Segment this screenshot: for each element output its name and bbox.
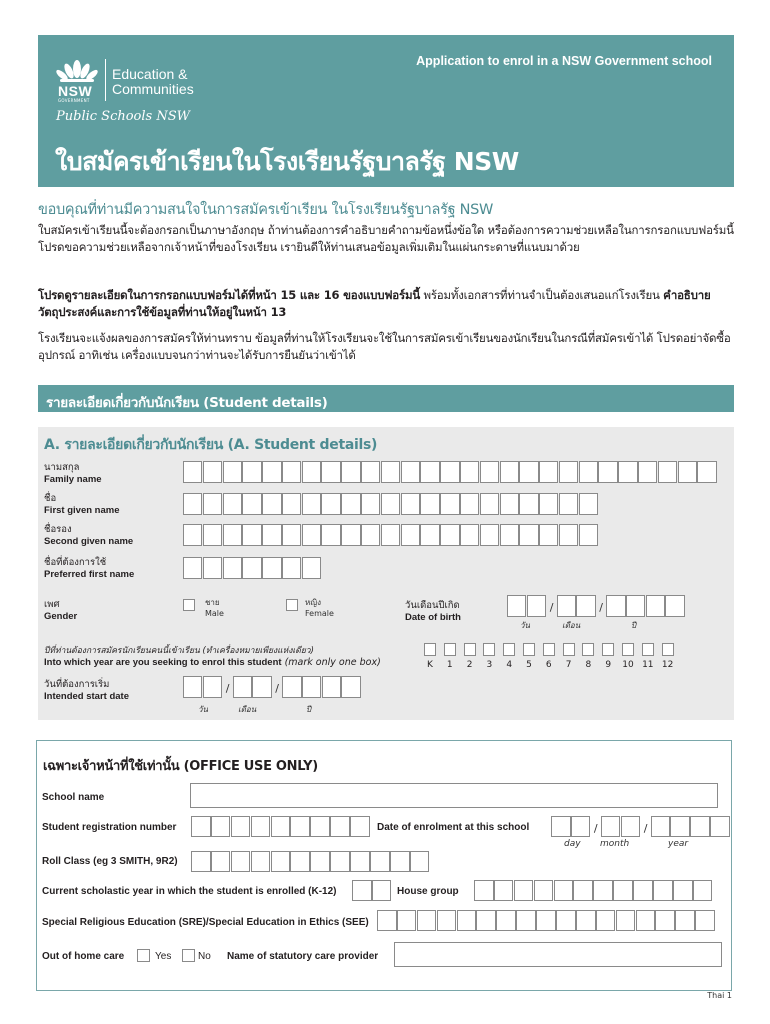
year-checkbox[interactable]	[602, 643, 614, 656]
gender-label-th: เพศ	[44, 599, 60, 610]
char-box[interactable]	[251, 851, 271, 872]
char-box[interactable]	[616, 910, 636, 931]
para2-bold-2: คำอธิบายวัตถุประสงค์และการใช้ข้อมูลที่ท่านให้อยู่ในหน้า 13	[38, 288, 711, 319]
char-box[interactable]	[534, 880, 554, 901]
year-checkbox[interactable]	[523, 643, 535, 656]
year-option-label: 3	[486, 660, 493, 670]
char-box[interactable]	[341, 493, 360, 515]
char-box[interactable]	[613, 880, 633, 901]
char-box[interactable]	[480, 493, 499, 515]
char-box[interactable]	[223, 461, 242, 483]
char-box[interactable]	[350, 851, 370, 872]
char-box[interactable]	[460, 493, 479, 515]
roll-class-input[interactable]	[191, 851, 430, 872]
house-group-label: House group	[397, 886, 459, 897]
char-box[interactable]	[203, 524, 222, 546]
char-box[interactable]	[262, 461, 281, 483]
school-name-input[interactable]	[190, 783, 718, 808]
year-checkbox[interactable]	[464, 643, 476, 656]
char-box[interactable]	[231, 816, 251, 837]
page-number: Thai 1	[707, 991, 732, 1000]
char-box[interactable]	[559, 493, 578, 515]
char-box[interactable]	[282, 493, 301, 515]
char-box[interactable]	[519, 461, 538, 483]
no-label: No	[198, 951, 211, 962]
waratah-icon	[56, 55, 98, 85]
char-box[interactable]	[341, 524, 360, 546]
char-box[interactable]	[330, 816, 350, 837]
intro-paragraph-2	[38, 287, 738, 321]
year-checkbox[interactable]	[622, 643, 634, 656]
char-box[interactable]	[262, 524, 281, 546]
char-box[interactable]	[460, 524, 479, 546]
para2-normal: พร้อมทั้งเอกสารที่ท่านจำเป็นต้องเสนอแก่โรงเรียน	[419, 288, 664, 302]
family-name-label	[44, 462, 102, 486]
year-checkbox[interactable]	[483, 643, 495, 656]
office-use-panel	[36, 740, 732, 991]
date-digit-box[interactable]	[527, 595, 546, 617]
char-box[interactable]	[401, 524, 420, 546]
preferred-name-label-th: ชื่อที่ต้องการใช้	[44, 557, 107, 568]
intro-heading: ขอบคุณที่ท่านมีความสนใจในการสมัครเข้าเรียน ในโรงเรียนรัฐบาลรัฐ NSW	[38, 202, 494, 218]
char-box[interactable]	[242, 557, 261, 579]
char-box[interactable]	[242, 493, 261, 515]
char-box[interactable]	[410, 851, 430, 872]
char-box[interactable]	[576, 910, 596, 931]
char-box[interactable]	[579, 493, 598, 515]
char-box[interactable]	[675, 910, 695, 931]
date-separator: /	[593, 822, 598, 835]
care-provider-label: Name of statutory care provider	[227, 951, 379, 962]
date-digit-box[interactable]	[665, 595, 684, 617]
date-digit-box[interactable]	[551, 816, 571, 837]
char-box[interactable]	[390, 851, 410, 872]
para2-bold-1: โปรดดูรายละเอียดในการกรอกแบบฟอร์มได้ที่หน้า 15 และ 16 ของแบบฟอร์มนี้	[38, 288, 420, 302]
second-name-label-en: Second given name	[44, 536, 134, 547]
date-digit-box[interactable]	[710, 816, 730, 837]
char-box[interactable]	[372, 880, 392, 901]
application-title: Application to enrol in a NSW Government school	[416, 54, 712, 68]
roll-class-label: Roll Class (eg 3 SMITH, 9R2)	[42, 856, 178, 867]
char-box[interactable]	[556, 910, 576, 931]
date-enrol-label: Date of enrolment at this school	[377, 822, 530, 833]
second-name-input[interactable]	[183, 524, 598, 546]
char-box[interactable]	[251, 816, 271, 837]
char-box[interactable]	[282, 461, 301, 483]
year-option-label: 8	[585, 660, 592, 670]
logo-org-line1: Education &	[112, 66, 188, 82]
date-digit-box[interactable]	[322, 676, 341, 698]
char-box[interactable]	[310, 816, 330, 837]
char-box[interactable]	[290, 851, 310, 872]
preferred-name-label	[44, 557, 134, 581]
logo-divider	[105, 59, 106, 101]
char-box[interactable]	[474, 880, 494, 901]
char-box[interactable]	[417, 910, 437, 931]
char-box[interactable]	[596, 910, 616, 931]
char-box[interactable]	[211, 816, 231, 837]
char-box[interactable]	[636, 910, 656, 931]
first-name-label-th: ชื่อ	[44, 493, 57, 504]
date-digit-box[interactable]	[601, 816, 621, 837]
char-box[interactable]	[262, 557, 281, 579]
year-option-label: 2	[466, 660, 473, 670]
header-banner	[38, 35, 734, 187]
char-box[interactable]	[203, 493, 222, 515]
date-separator: /	[549, 601, 554, 614]
family-name-input[interactable]	[183, 461, 717, 483]
char-box[interactable]	[183, 493, 202, 515]
char-box[interactable]	[377, 910, 397, 931]
date-separator: /	[275, 682, 279, 695]
char-box[interactable]	[191, 816, 211, 837]
office-use-title: เฉพาะเจ้าหน้าที่ใช้เท่านั้น (OFFICE USE ONLY)	[43, 759, 318, 774]
char-box[interactable]	[302, 557, 321, 579]
gender-female-label	[305, 597, 334, 619]
year-checkbox[interactable]	[424, 643, 436, 656]
date-digit-box[interactable]	[233, 676, 252, 698]
start-month-hint: เดือน	[238, 705, 257, 714]
year-option-label: 4	[506, 660, 513, 670]
char-box[interactable]	[697, 461, 716, 483]
date-digit-box[interactable]	[651, 816, 671, 837]
char-box[interactable]	[658, 461, 677, 483]
char-box[interactable]	[500, 461, 519, 483]
char-box[interactable]	[271, 851, 291, 872]
date-digit-box[interactable]	[203, 676, 222, 698]
date-digit-box[interactable]	[576, 595, 595, 617]
char-box[interactable]	[598, 461, 617, 483]
char-box[interactable]	[695, 910, 715, 931]
section-student-details: รายละเอียดเกี่ยวกับนักเรียน (Student details)	[38, 385, 734, 412]
char-box[interactable]	[401, 461, 420, 483]
panel-title: A. รายละเอียดเกี่ยวกับนักเรียน (A. Student details)	[44, 437, 378, 453]
date-digit-box[interactable]	[282, 676, 301, 698]
date-digit-box[interactable]	[606, 595, 625, 617]
char-box[interactable]	[211, 851, 231, 872]
char-box[interactable]	[638, 461, 657, 483]
first-name-label-en: First given name	[44, 505, 120, 516]
char-box[interactable]	[579, 461, 598, 483]
char-box[interactable]	[361, 524, 380, 546]
student-reg-input[interactable]	[191, 816, 370, 837]
second-name-label	[44, 524, 133, 548]
char-box[interactable]	[440, 524, 459, 546]
date-digit-box[interactable]	[183, 676, 202, 698]
date-digit-box[interactable]	[557, 595, 576, 617]
student-details-panel	[38, 427, 734, 720]
date-separator: /	[599, 601, 603, 614]
year-option-label: 6	[545, 660, 552, 670]
date-year-hint: year	[668, 839, 689, 849]
char-box[interactable]	[321, 461, 340, 483]
year-checkbox[interactable]	[662, 643, 674, 656]
char-box[interactable]	[191, 851, 211, 872]
page-title: ใบสมัครเข้าเรียนในโรงเรียนรัฐบาลรัฐ NSW	[55, 147, 519, 176]
year-option-label: 10	[622, 660, 634, 670]
gender-male-label	[205, 597, 224, 619]
char-box[interactable]	[437, 910, 457, 931]
char-box[interactable]	[223, 524, 242, 546]
school-name-label: School name	[42, 792, 105, 803]
male-th: ชาย	[205, 598, 220, 607]
char-box[interactable]	[678, 461, 697, 483]
date-enrol-input[interactable]	[551, 816, 730, 838]
house-group-input[interactable]	[474, 880, 713, 901]
char-box[interactable]	[302, 493, 321, 515]
char-box[interactable]	[480, 524, 499, 546]
char-box[interactable]	[302, 524, 321, 546]
student-reg-label: Student registration number	[42, 822, 177, 833]
year-checkbox[interactable]	[503, 643, 515, 656]
intro-paragraph-3: โรงเรียนจะแจ้งผลของการสมัครให้ท่านทราบ ข้อมูลที่ท่านให้โรงเรียนจะใช้ในการสมัครเข้าเรียนของนักเรียนในกรณีที่สมัครเข้าได้ โปรดอย่าจัดซื้ออุปกรณ์ อาทิเช่น เครื่องแบบจนกว่าท่านจะได้รับการยืนยันว่าเข้าได้	[38, 331, 731, 362]
enrol-year-note: (mark only one box)	[284, 657, 381, 668]
start-date-input[interactable]	[183, 676, 361, 698]
logo-government-text: GOVERNMENT	[58, 98, 90, 103]
out-of-home-no-checkbox[interactable]	[182, 949, 195, 962]
year-checkbox[interactable]	[642, 643, 654, 656]
char-box[interactable]	[381, 493, 400, 515]
gender-label	[44, 599, 77, 623]
year-checkbox[interactable]	[582, 643, 594, 656]
date-digit-box[interactable]	[571, 816, 591, 837]
char-box[interactable]	[519, 524, 538, 546]
start-year-hint: ปี	[306, 705, 312, 714]
char-box[interactable]	[500, 493, 519, 515]
char-box[interactable]	[242, 461, 261, 483]
dob-label	[405, 600, 461, 624]
year-checkbox[interactable]	[543, 643, 555, 656]
logo-nsw-text: NSW	[58, 83, 93, 99]
female-en: Female	[305, 609, 334, 618]
date-month-hint: month	[600, 839, 630, 849]
year-checkbox[interactable]	[563, 643, 575, 656]
char-box[interactable]	[282, 557, 301, 579]
enrol-year-label	[44, 645, 381, 669]
year-option-label: 5	[526, 660, 532, 670]
logo-org-line2: Communities	[112, 81, 194, 97]
date-day-hint: day	[564, 839, 581, 849]
scholastic-year-input[interactable]	[352, 880, 392, 901]
char-box[interactable]	[460, 461, 479, 483]
family-name-label-en: Family name	[44, 474, 102, 485]
char-box[interactable]	[554, 880, 574, 901]
char-box[interactable]	[397, 910, 417, 931]
char-box[interactable]	[457, 910, 477, 931]
char-box[interactable]	[361, 461, 380, 483]
char-box[interactable]	[494, 880, 514, 901]
start-day-hint: วัน	[198, 705, 208, 714]
date-digit-box[interactable]	[507, 595, 526, 617]
char-box[interactable]	[203, 461, 222, 483]
date-digit-box[interactable]	[341, 676, 360, 698]
char-box[interactable]	[381, 461, 400, 483]
dob-year-hint: ปี	[631, 621, 637, 630]
char-box[interactable]	[440, 461, 459, 483]
dob-day-hint: วัน	[520, 621, 530, 630]
date-separator: /	[643, 822, 648, 835]
char-box[interactable]	[500, 524, 519, 546]
char-box[interactable]	[514, 880, 534, 901]
gender-label-en: Gender	[44, 611, 78, 622]
char-box[interactable]	[519, 493, 538, 515]
family-name-label-th: นามสกุล	[44, 462, 80, 473]
sre-label: Special Religious Education (SRE)/Special Education in Ethics (SEE)	[42, 917, 369, 928]
char-box[interactable]	[242, 524, 261, 546]
first-name-input[interactable]	[183, 493, 598, 515]
scholastic-year-label: Current scholastic year in which the student is enrolled (K-12)	[42, 886, 337, 897]
char-box[interactable]	[262, 493, 281, 515]
year-option-label: 1	[446, 660, 453, 670]
start-date-label	[44, 679, 129, 703]
logo-org-name	[112, 67, 194, 97]
char-box[interactable]	[302, 461, 321, 483]
dob-input[interactable]	[507, 595, 685, 617]
date-separator: /	[225, 682, 230, 695]
char-box[interactable]	[618, 461, 637, 483]
char-box[interactable]	[593, 880, 613, 901]
nsw-education-logo	[56, 55, 216, 105]
year-option-label: 9	[605, 660, 612, 670]
year-option-label: 7	[565, 660, 572, 670]
preferred-name-label-en: Preferred first name	[44, 569, 135, 580]
char-box[interactable]	[559, 524, 578, 546]
second-name-label-th: ชื่อรอง	[44, 524, 72, 535]
char-box[interactable]	[653, 880, 673, 901]
char-box[interactable]	[341, 461, 360, 483]
char-box[interactable]	[476, 910, 496, 931]
char-box[interactable]	[321, 493, 340, 515]
char-box[interactable]	[183, 557, 202, 579]
care-provider-input[interactable]	[394, 942, 722, 967]
char-box[interactable]	[539, 524, 558, 546]
char-box[interactable]	[271, 816, 291, 837]
char-box[interactable]	[321, 524, 340, 546]
char-box[interactable]	[231, 851, 251, 872]
start-date-label-th: วันที่ต้องการเริ่ม	[44, 679, 110, 690]
char-box[interactable]	[536, 910, 556, 931]
char-box[interactable]	[203, 557, 222, 579]
intro-paragraph-1: ใบสมัครเข้าเรียนนี้จะต้องกรอกเป็นภาษาอังกฤษ ถ้าท่านต้องการคำอธิบายคำถามข้อหนึ่งข้อใด หรือต้องการความช่วยเหลือในการกรอกแบบฟอร์มนี้ โปรดขอความช่วยเหลือจากเจ้าหน้าที่ของโรงเรียน เรายินดีให้ท่านเสนอข้อมูลเพิ่มเติมในแผ่นกระดาษที่แนบมาด้วย	[38, 223, 734, 254]
date-digit-box[interactable]	[690, 816, 710, 837]
char-box[interactable]	[655, 910, 675, 931]
char-box[interactable]	[352, 880, 372, 901]
year-option-label: 12	[661, 660, 674, 670]
date-digit-box[interactable]	[252, 676, 271, 698]
enrol-year-label-th: ปีที่ท่านต้องการสมัครนักเรียนคนนี้เข้าเรียน (ทำเครื่องหมายเพียงแห่งเดียว)	[44, 646, 314, 656]
char-box[interactable]	[420, 493, 439, 515]
first-name-label	[44, 493, 120, 517]
char-box[interactable]	[381, 524, 400, 546]
year-option-label: K	[427, 660, 433, 670]
char-box[interactable]	[401, 493, 420, 515]
char-box[interactable]	[693, 880, 713, 901]
date-digit-box[interactable]	[621, 816, 641, 837]
enrol-year-label-en: Into which year are you seeking to enrol this student	[44, 657, 282, 668]
year-checkbox[interactable]	[444, 643, 456, 656]
char-box[interactable]	[579, 524, 598, 546]
char-box[interactable]	[633, 880, 653, 901]
char-box[interactable]	[370, 851, 390, 872]
female-th: หญิง	[305, 598, 321, 607]
char-box[interactable]	[290, 816, 310, 837]
date-digit-box[interactable]	[670, 816, 690, 837]
dob-label-th: วันเดือนปีเกิด	[405, 600, 460, 611]
char-box[interactable]	[440, 493, 459, 515]
char-box[interactable]	[420, 524, 439, 546]
char-box[interactable]	[539, 493, 558, 515]
date-digit-box[interactable]	[626, 595, 645, 617]
char-box[interactable]	[183, 524, 202, 546]
char-box[interactable]	[330, 851, 350, 872]
char-box[interactable]	[573, 880, 593, 901]
gender-male-checkbox[interactable]	[183, 599, 195, 611]
char-box[interactable]	[223, 557, 242, 579]
char-box[interactable]	[282, 524, 301, 546]
char-box[interactable]	[480, 461, 499, 483]
public-schools-nsw-label: Public Schools NSW	[56, 109, 190, 124]
gender-female-checkbox[interactable]	[286, 599, 298, 611]
out-of-home-yes-checkbox[interactable]	[137, 949, 150, 962]
yes-label: Yes	[155, 951, 172, 962]
char-box[interactable]	[539, 461, 558, 483]
dob-label-en: Date of birth	[405, 612, 461, 623]
out-of-home-label: Out of home care	[42, 951, 125, 962]
year-option-label: 11	[642, 660, 654, 670]
dob-month-hint: เดือน	[562, 621, 581, 630]
preferred-name-input[interactable]	[183, 557, 321, 579]
sre-input[interactable]	[377, 910, 715, 931]
date-digit-box[interactable]	[302, 676, 321, 698]
male-en: Male	[205, 609, 224, 618]
char-box[interactable]	[223, 493, 242, 515]
char-box[interactable]	[559, 461, 578, 483]
char-box[interactable]	[183, 461, 202, 483]
date-digit-box[interactable]	[646, 595, 665, 617]
char-box[interactable]	[361, 493, 380, 515]
char-box[interactable]	[516, 910, 536, 931]
char-box[interactable]	[496, 910, 516, 931]
char-box[interactable]	[350, 816, 370, 837]
start-date-label-en: Intended start date	[44, 691, 129, 702]
char-box[interactable]	[673, 880, 693, 901]
char-box[interactable]	[420, 461, 439, 483]
char-box[interactable]	[310, 851, 330, 872]
